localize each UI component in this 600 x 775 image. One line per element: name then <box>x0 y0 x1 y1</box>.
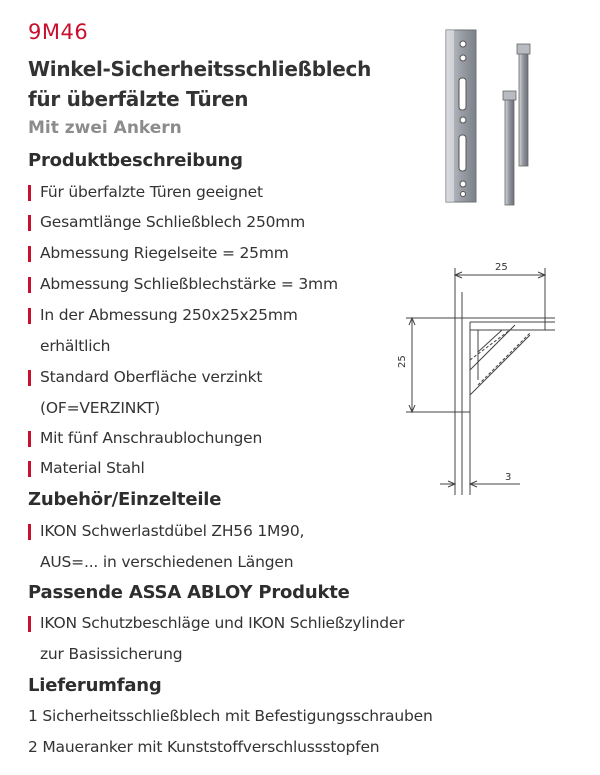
description-heading: Produktbeschreibung <box>28 150 243 171</box>
list-item-continuation: zur Basissicherung <box>40 645 183 663</box>
list-item: In der Abmessung 250x25x25mm <box>40 306 298 324</box>
bullet-marker <box>28 431 31 447</box>
bullet-marker <box>28 524 31 540</box>
list-item: Abmessung Schließblechstärke = 3mm <box>40 275 338 293</box>
list-item: 1 Sicherheitsschließblech mit Befestigungsschrauben <box>28 707 433 725</box>
product-title-line-1: Winkel-Sicherheitsschließblech <box>28 57 372 81</box>
list-item: Standard Oberfläche verzinkt <box>40 368 263 386</box>
list-item-continuation: AUS=... in verschiedenen Längen <box>40 553 294 571</box>
list-item: IKON Schutzbeschläge und IKON Schließzylinder <box>40 614 405 632</box>
list-item: 2 Maueranker mit Kunststoffverschlussstopfen <box>28 738 380 756</box>
bullet-marker <box>28 215 31 231</box>
accessories-heading: Zubehör/Einzelteile <box>28 489 222 510</box>
strike-plate <box>446 30 476 202</box>
product-title <box>28 54 371 114</box>
bullet-marker <box>28 308 31 324</box>
list-item: Abmessung Riegelseite = 25mm <box>40 244 289 262</box>
list-item: Mit fünf Anschraublochungen <box>40 429 263 447</box>
dim-width-label: 25 <box>495 262 508 273</box>
product-code: 9M46 <box>28 20 89 44</box>
list-item-continuation: (OF=VERZINKT) <box>40 399 160 417</box>
bullet-marker <box>28 616 31 632</box>
list-item-continuation: erhältlich <box>40 337 111 355</box>
dim-thickness-label: 3 <box>505 472 512 483</box>
delivery-heading: Lieferumfang <box>28 675 162 696</box>
list-item: Gesamtlänge Schließblech 250mm <box>40 213 306 231</box>
product-title-line-2: für überfälzte Türen <box>28 87 249 111</box>
list-item: Für überfalzte Türen geeignet <box>40 183 263 201</box>
dim-height-label: 25 <box>397 355 408 368</box>
wall-anchor <box>503 44 530 205</box>
bullet-marker <box>28 277 31 293</box>
bullet-marker <box>28 370 31 386</box>
bullet-marker <box>28 246 31 262</box>
list-item: Material Stahl <box>40 459 145 477</box>
matching-products-heading: Passende ASSA ABLOY Produkte <box>28 582 350 603</box>
product-subtitle: Mit zwei Ankern <box>28 118 182 138</box>
bullet-marker <box>28 461 31 477</box>
bullet-marker <box>28 185 31 201</box>
list-item: IKON Schwerlastdübel ZH56 1M90, <box>40 522 305 540</box>
